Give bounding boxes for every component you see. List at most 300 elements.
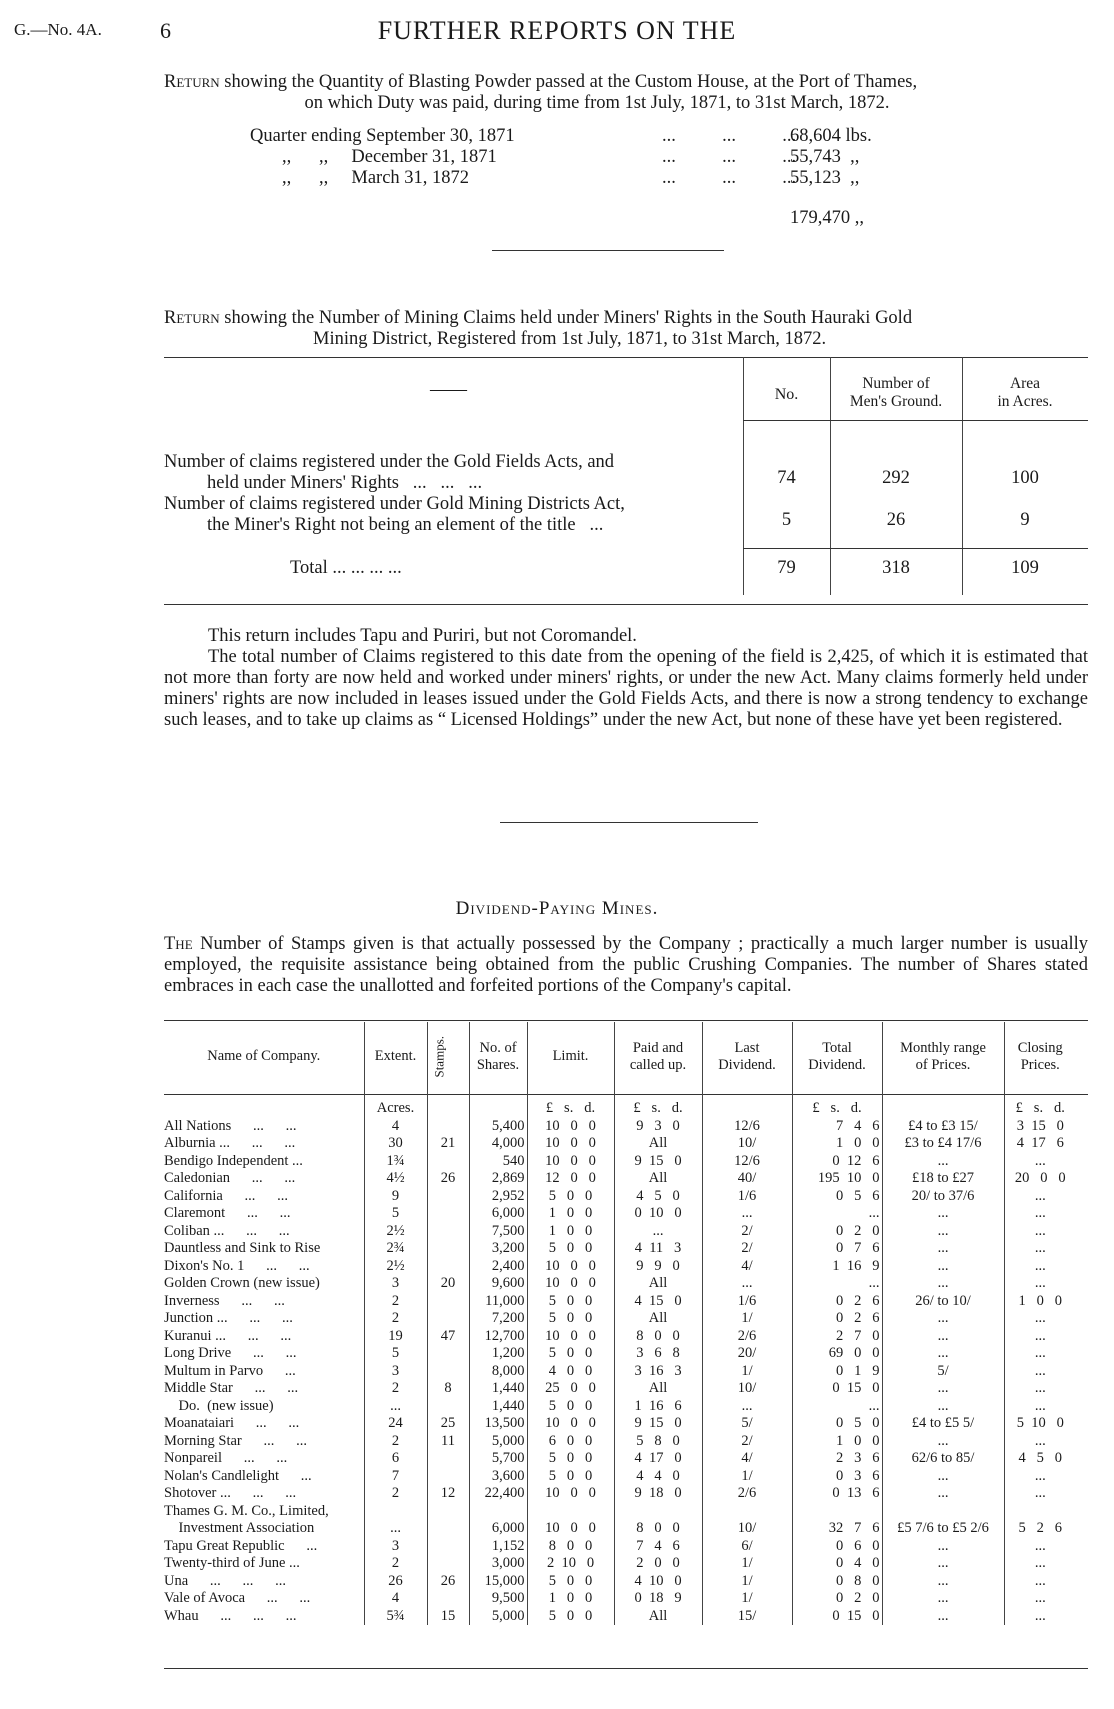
paid-up: All xyxy=(614,1380,702,1398)
stamps xyxy=(427,1503,469,1521)
header-last-dividend xyxy=(702,1022,792,1092)
paid-up: 2 0 0 xyxy=(614,1555,702,1573)
extent: 2 xyxy=(364,1433,427,1451)
unit-price-range xyxy=(882,1092,1004,1118)
company-name: Moanataiari ... ... xyxy=(164,1415,364,1433)
price-range: ... xyxy=(882,1275,1004,1293)
dividend-title: Dividend-Paying Mines. xyxy=(455,898,659,919)
company-name: Nonpareil ... ... xyxy=(164,1450,364,1468)
total-dividend: 0 1 9 xyxy=(792,1363,882,1381)
divider xyxy=(492,250,724,251)
unit-extent: Acres. xyxy=(364,1092,427,1118)
extent: 2½ xyxy=(364,1258,427,1276)
limit: 5 0 0 xyxy=(527,1468,614,1486)
closing-price xyxy=(1004,1503,1076,1521)
company-name: Dixon's No. 1 ... ... xyxy=(164,1258,364,1276)
limit: 10 0 0 xyxy=(527,1258,614,1276)
table-row xyxy=(164,1363,1076,1381)
header-limit xyxy=(527,1022,614,1092)
claims-row-men: 26 xyxy=(886,510,906,530)
powder-row-value: 68,604 lbs. xyxy=(790,126,872,146)
claims-row-area: 100 xyxy=(1011,468,1039,488)
table-row xyxy=(164,1310,1076,1328)
powder-row-label: ,, ,, December 31, 1871 xyxy=(282,147,497,167)
header-closing-price-line: Closing xyxy=(1017,1039,1063,1056)
powder-row-value: 55,123 ,, xyxy=(790,168,860,188)
table-row xyxy=(164,1503,1076,1521)
extent: 4 xyxy=(364,1118,427,1136)
header-total-dividend-line: Dividend. xyxy=(808,1057,866,1073)
paid-up: 9 15 0 xyxy=(614,1415,702,1433)
table-row xyxy=(164,1468,1076,1486)
claims-caption-lead: Return xyxy=(164,308,220,328)
last-dividend: 4/ xyxy=(702,1450,792,1468)
last-dividend: 20/ xyxy=(702,1345,792,1363)
shares: 13,500 xyxy=(469,1415,527,1433)
price-range: ... xyxy=(882,1223,1004,1241)
last-dividend: 1/ xyxy=(702,1590,792,1608)
stamps xyxy=(427,1188,469,1206)
table-row xyxy=(164,1345,1076,1363)
shares: 6,000 xyxy=(469,1205,527,1223)
extent: 3 xyxy=(364,1363,427,1381)
closing-price: 20 0 0 xyxy=(1014,1170,1066,1186)
last-dividend: 40/ xyxy=(702,1170,792,1188)
stamps xyxy=(427,1520,469,1538)
unit-company-name xyxy=(164,1092,364,1118)
shares: 4,000 xyxy=(469,1135,527,1153)
powder-row-label: Quarter ending September 30, 1871 xyxy=(250,126,515,146)
total-dividend: 0 2 6 xyxy=(792,1293,882,1311)
paid-up: All xyxy=(614,1135,702,1153)
dividend-intro-rest: Number of Stamps given is that actually possessed by the Company ; practically a much larger number is usually employed, the requisite assistance being obtained from the public Crushing Companies. The number of Shares stated embraces in each case the unallotted and forfeited portions of the Company's capital. xyxy=(164,934,1088,996)
header-extent xyxy=(364,1022,427,1092)
price-range: ... xyxy=(882,1608,1004,1626)
last-dividend: 6/ xyxy=(702,1538,792,1556)
claims-header-area-l1: Area xyxy=(1009,375,1041,392)
claims-total-men: 318 xyxy=(882,558,910,578)
total-dividend: 0 5 0 xyxy=(792,1415,882,1433)
paid-up: 4 4 0 xyxy=(614,1468,702,1486)
shares: 5,000 xyxy=(469,1433,527,1451)
extent: 2¾ xyxy=(364,1240,427,1258)
shares: 540 xyxy=(469,1153,527,1171)
limit: 10 0 0 xyxy=(527,1153,614,1171)
claims-header-blank: —— xyxy=(430,380,467,400)
shares: 2,869 xyxy=(469,1170,527,1188)
header-stamps-label: Stamps. xyxy=(430,1036,446,1078)
unit-closing-price: £ s. d. xyxy=(1015,1100,1065,1116)
header-total-dividend-line: Total xyxy=(822,1039,852,1056)
shares: 1,200 xyxy=(469,1345,527,1363)
price-range: ... xyxy=(882,1590,1004,1608)
claims-total-no: 79 xyxy=(777,558,796,578)
claims-row-label-cont: the Miner's Right not being an element of the title ... xyxy=(207,515,604,535)
closing-price: ... xyxy=(1034,1607,1046,1624)
header-closing-price xyxy=(1004,1022,1076,1092)
closing-price: ... xyxy=(1034,1152,1046,1169)
table-row xyxy=(164,1485,1076,1503)
divider xyxy=(500,822,758,823)
table-row xyxy=(164,1240,1076,1258)
stamps xyxy=(427,1468,469,1486)
header-paid-up-line: called up. xyxy=(629,1057,687,1073)
stamps: 26 xyxy=(427,1170,469,1188)
limit: 1 0 0 xyxy=(527,1590,614,1608)
closing-price: ... xyxy=(1034,1362,1046,1379)
extent: 5 xyxy=(364,1345,427,1363)
shares xyxy=(469,1503,527,1521)
dividend-header-row xyxy=(164,1022,1076,1092)
shares: 9,500 xyxy=(469,1590,527,1608)
extent: 1¾ xyxy=(364,1153,427,1171)
price-range: ... xyxy=(882,1398,1004,1416)
stamps xyxy=(427,1153,469,1171)
closing-price: ... xyxy=(1034,1397,1046,1414)
stamps xyxy=(427,1345,469,1363)
table-row xyxy=(164,1293,1076,1311)
extent: 3 xyxy=(364,1275,427,1293)
shares: 15,000 xyxy=(469,1573,527,1591)
claims-total-label: Total ... ... ... ... xyxy=(290,558,402,578)
company-name: Do. (new issue) xyxy=(164,1398,364,1416)
table-row xyxy=(164,1398,1076,1416)
company-name: Inverness ... ... xyxy=(164,1293,364,1311)
company-name: Junction ... ... ... xyxy=(164,1310,364,1328)
closing-price: ... xyxy=(1034,1222,1046,1239)
shares: 5,400 xyxy=(469,1118,527,1136)
limit: 10 0 0 xyxy=(527,1275,614,1293)
extent: 26 xyxy=(364,1573,427,1591)
total-dividend: 0 15 0 xyxy=(792,1380,882,1398)
shares: 5,000 xyxy=(469,1608,527,1626)
powder-caption xyxy=(164,72,1094,93)
closing-price: ... xyxy=(1034,1257,1046,1274)
last-dividend: 10/ xyxy=(702,1520,792,1538)
table-row xyxy=(164,1433,1076,1451)
price-range: £4 to £5 5/ xyxy=(882,1415,1004,1433)
total-dividend: 0 12 6 xyxy=(792,1153,882,1171)
price-range: ... xyxy=(882,1538,1004,1556)
unit-limit: £ s. d. xyxy=(527,1092,614,1118)
closing-price: ... xyxy=(1034,1275,1046,1291)
table-row xyxy=(164,1170,1076,1188)
stamps: 12 xyxy=(427,1485,469,1503)
price-range: £18 to £27 xyxy=(882,1170,1004,1188)
dividend-table-grid xyxy=(164,1022,1076,1625)
company-name: Investment Association xyxy=(164,1520,364,1538)
total-dividend: 32 7 6 xyxy=(792,1520,882,1538)
last-dividend: 2/ xyxy=(702,1223,792,1241)
paid-up: 0 10 0 xyxy=(614,1205,702,1223)
header-last-dividend-line: Dividend. xyxy=(718,1057,776,1073)
table-row xyxy=(164,1450,1076,1468)
total-dividend xyxy=(792,1503,882,1521)
company-name: Whau ... ... ... xyxy=(164,1608,364,1626)
powder-caption-line2: on which Duty was paid, during time from 1st July, 1871, to 31st March, 1872. xyxy=(304,93,890,113)
table-row xyxy=(164,1555,1076,1573)
stamps xyxy=(427,1118,469,1136)
price-range: ... xyxy=(882,1345,1004,1363)
price-range: ... xyxy=(882,1485,1004,1503)
last-dividend: 1/ xyxy=(702,1468,792,1486)
paid-up: 9 15 0 xyxy=(614,1153,702,1171)
claims-row-area: 9 xyxy=(1020,510,1030,530)
closing-price: ... xyxy=(1034,1590,1046,1606)
limit: 8 0 0 xyxy=(527,1538,614,1556)
table-row xyxy=(164,1205,1076,1223)
total-dividend: 1 16 9 xyxy=(792,1258,882,1276)
last-dividend: 1/ xyxy=(702,1573,792,1591)
limit: 1 0 0 xyxy=(527,1223,614,1241)
header-last-dividend-line: Last xyxy=(734,1039,760,1056)
paid-up: 4 5 0 xyxy=(614,1188,702,1206)
claims-row-no: 5 xyxy=(781,510,792,530)
price-range: ... xyxy=(882,1555,1004,1573)
price-range: ... xyxy=(882,1310,1004,1328)
company-name: Dauntless and Sink to Rise xyxy=(164,1240,364,1258)
last-dividend: 15/ xyxy=(702,1608,792,1626)
claims-header-rule xyxy=(743,420,1088,421)
header-shares-line: No. of xyxy=(479,1039,517,1056)
claims-total-area: 109 xyxy=(1011,558,1039,578)
extent xyxy=(364,1503,427,1521)
extent: 5 xyxy=(364,1205,427,1223)
table-row xyxy=(164,1380,1076,1398)
extent: 2½ xyxy=(364,1223,427,1241)
dividend-units-row xyxy=(164,1092,1076,1118)
claims-table-bottom-rule xyxy=(164,604,1088,605)
limit: 10 0 0 xyxy=(527,1118,614,1136)
extent: 2 xyxy=(364,1380,427,1398)
claims-caption xyxy=(164,308,1094,329)
company-name: Thames G. M. Co., Limited, xyxy=(164,1503,364,1521)
price-range: ... xyxy=(882,1328,1004,1346)
limit: 10 0 0 xyxy=(527,1328,614,1346)
company-name: Caledonian ... ... xyxy=(164,1170,364,1188)
price-range: ... xyxy=(882,1573,1004,1591)
shares: 7,500 xyxy=(469,1223,527,1241)
claims-row-label-cont: held under Miners' Rights ... ... ... xyxy=(207,473,483,493)
claims-row-label: Number of claims registered under the Gold Fields Acts, and xyxy=(164,452,615,472)
dividend-table-top-rule xyxy=(164,1020,1088,1021)
paid-up: All xyxy=(614,1310,702,1328)
table-row xyxy=(164,1135,1076,1153)
shares: 3,600 xyxy=(469,1468,527,1486)
shares: 12,700 xyxy=(469,1328,527,1346)
paid-up: 8 0 0 xyxy=(614,1520,702,1538)
claims-header-area xyxy=(962,375,1088,411)
stamps xyxy=(427,1538,469,1556)
closing-price: 4 5 0 xyxy=(1018,1450,1062,1466)
total-dividend: ... xyxy=(792,1205,882,1223)
stamps xyxy=(427,1310,469,1328)
total-dividend: 1 0 0 xyxy=(792,1135,882,1153)
limit xyxy=(527,1503,614,1521)
shares: 8,000 xyxy=(469,1363,527,1381)
table-row xyxy=(164,1415,1076,1433)
last-dividend: 1/ xyxy=(702,1363,792,1381)
company-name: Shotover ... ... ... xyxy=(164,1485,364,1503)
company-name: Middle Star ... ... xyxy=(164,1380,364,1398)
stamps xyxy=(427,1205,469,1223)
total-dividend: 0 4 0 xyxy=(792,1555,882,1573)
shares: 3,200 xyxy=(469,1240,527,1258)
price-range: ... xyxy=(882,1240,1004,1258)
limit: 10 0 0 xyxy=(527,1485,614,1503)
extent: 4 xyxy=(364,1590,427,1608)
header-company-name-line: Name of Company. xyxy=(207,1048,321,1065)
paid-up: 3 16 3 xyxy=(614,1363,702,1381)
paid-up: All xyxy=(614,1608,702,1626)
closing-price: 1 0 0 xyxy=(1018,1292,1062,1309)
total-dividend: 0 2 0 xyxy=(792,1590,882,1608)
last-dividend: 1/6 xyxy=(702,1293,792,1311)
paid-up: 3 6 8 xyxy=(614,1345,702,1363)
header-price-range-line: Monthly range xyxy=(900,1039,986,1056)
shares: 9,600 xyxy=(469,1275,527,1293)
powder-row-label: ,, ,, March 31, 1872 xyxy=(282,168,470,188)
notes-line: This return includes Tapu and Puriri, but not Coromandel. xyxy=(208,626,637,646)
claims-table-top-rule xyxy=(164,357,1088,358)
price-range: ... xyxy=(882,1205,1004,1223)
stamps: 8 xyxy=(427,1380,469,1398)
claims-header-men xyxy=(830,375,962,411)
closing-price: ... xyxy=(1034,1555,1046,1571)
header-paid-up xyxy=(614,1022,702,1092)
total-dividend: 0 13 6 xyxy=(792,1485,882,1503)
last-dividend: 1/6 xyxy=(702,1188,792,1206)
header-price-range-line: of Prices. xyxy=(915,1057,971,1073)
last-dividend: ... xyxy=(702,1398,792,1416)
total-dividend: ... xyxy=(792,1398,882,1416)
closing-price: ... xyxy=(1034,1240,1046,1256)
powder-total: 179,470 ,, xyxy=(790,208,864,228)
stamps: 47 xyxy=(427,1328,469,1346)
shares: 1,440 xyxy=(469,1398,527,1416)
extent: ... xyxy=(364,1398,427,1416)
last-dividend: 10/ xyxy=(702,1380,792,1398)
powder-caption-lead: Return xyxy=(164,72,220,92)
company-name: Long Drive ... ... xyxy=(164,1345,364,1363)
last-dividend: ... xyxy=(702,1205,792,1223)
total-dividend: 0 7 6 xyxy=(792,1240,882,1258)
header-extent-line: Extent. xyxy=(374,1048,417,1065)
limit: 2 10 0 xyxy=(527,1555,614,1573)
price-range: ... xyxy=(882,1153,1004,1171)
extent: 7 xyxy=(364,1468,427,1486)
company-name: Multum in Parvo ... xyxy=(164,1363,364,1381)
header-total-dividend xyxy=(792,1022,882,1092)
price-range: ... xyxy=(882,1433,1004,1451)
paid-up: 9 3 0 xyxy=(614,1118,702,1136)
shares: 2,952 xyxy=(469,1188,527,1206)
claims-row-label: Number of claims registered under Gold Mining Districts Act, xyxy=(164,494,625,514)
table-row xyxy=(164,1608,1076,1626)
total-dividend: 2 7 0 xyxy=(792,1328,882,1346)
paid-up: 9 9 0 xyxy=(614,1258,702,1276)
claims-caption-line2: Mining District, Registered from 1st July, 1871, to 31st March, 1872. xyxy=(313,329,827,349)
last-dividend: 2/ xyxy=(702,1433,792,1451)
total-dividend: 0 8 0 xyxy=(792,1573,882,1591)
closing-price: ... xyxy=(1034,1187,1046,1204)
stamps xyxy=(427,1258,469,1276)
price-range: £5 7/6 to £5 2/6 xyxy=(882,1520,1004,1538)
extent: 9 xyxy=(364,1188,427,1206)
claims-caption-rest: showing the Number of Mining Claims held under Miners' Rights in the South Hauraki Gold xyxy=(219,308,913,328)
last-dividend: 12/6 xyxy=(702,1118,792,1136)
company-name: California ... ... xyxy=(164,1188,364,1206)
last-dividend: 2/6 xyxy=(702,1328,792,1346)
unit-paid-up: £ s. d. xyxy=(614,1092,702,1118)
total-dividend: 2 3 6 xyxy=(792,1450,882,1468)
limit: 5 0 0 xyxy=(527,1573,614,1591)
claims-row-men: 292 xyxy=(882,468,910,488)
price-range: 20/ to 37/6 xyxy=(882,1188,1004,1206)
unit-stamps xyxy=(427,1092,469,1118)
extent: 5¾ xyxy=(364,1608,427,1626)
limit: 25 0 0 xyxy=(527,1380,614,1398)
table-row xyxy=(164,1223,1076,1241)
paid-up: 1 16 6 xyxy=(614,1398,702,1416)
dividend-table-bottom-rule xyxy=(164,1668,1088,1669)
claims-row-no: 74 xyxy=(777,468,796,488)
last-dividend: 1/ xyxy=(702,1555,792,1573)
total-dividend: 0 6 0 xyxy=(792,1538,882,1556)
last-dividend: 2/ xyxy=(702,1240,792,1258)
page-number: 6 xyxy=(160,18,171,43)
limit: 10 0 0 xyxy=(527,1415,614,1433)
company-name: Kuranui ... ... ... xyxy=(164,1328,364,1346)
header-limit-line: Limit. xyxy=(552,1048,589,1065)
last-dividend: 10/ xyxy=(702,1135,792,1153)
powder-row-dots: ... ... ... xyxy=(662,126,797,146)
header-company-name xyxy=(164,1022,364,1092)
document-reference: G.—No. 4A. xyxy=(14,20,102,39)
table-row xyxy=(164,1118,1076,1136)
limit: 5 0 0 xyxy=(527,1398,614,1416)
extent: 2 xyxy=(364,1485,427,1503)
stamps: 15 xyxy=(427,1608,469,1626)
paid-up: ... xyxy=(614,1223,702,1241)
stamps xyxy=(427,1293,469,1311)
last-dividend: 12/6 xyxy=(702,1153,792,1171)
table-row xyxy=(164,1538,1076,1556)
extent: 4½ xyxy=(364,1170,427,1188)
paid-up: 4 11 3 xyxy=(614,1240,702,1258)
closing-price: 4 17 6 xyxy=(1016,1135,1064,1151)
stamps xyxy=(427,1223,469,1241)
total-dividend: 195 10 0 xyxy=(792,1170,882,1188)
limit: 10 0 0 xyxy=(527,1135,614,1153)
limit: 12 0 0 xyxy=(527,1170,614,1188)
company-name: All Nations ... ... xyxy=(164,1118,364,1136)
table-row xyxy=(164,1590,1076,1608)
limit: 5 0 0 xyxy=(527,1450,614,1468)
last-dividend: 4/ xyxy=(702,1258,792,1276)
paid-up: 8 0 0 xyxy=(614,1328,702,1346)
limit: 5 0 0 xyxy=(527,1345,614,1363)
limit: 6 0 0 xyxy=(527,1433,614,1451)
table-row xyxy=(164,1258,1076,1276)
price-range: 62/6 to 85/ xyxy=(882,1450,1004,1468)
table-row xyxy=(164,1328,1076,1346)
last-dividend: 1/ xyxy=(702,1310,792,1328)
company-name: Tapu Great Republic ... xyxy=(164,1538,364,1556)
closing-price: 5 10 0 xyxy=(1016,1415,1064,1431)
powder-row-value: 55,743 ,, xyxy=(790,147,860,167)
company-name: Alburnia ... ... ... xyxy=(164,1135,364,1153)
